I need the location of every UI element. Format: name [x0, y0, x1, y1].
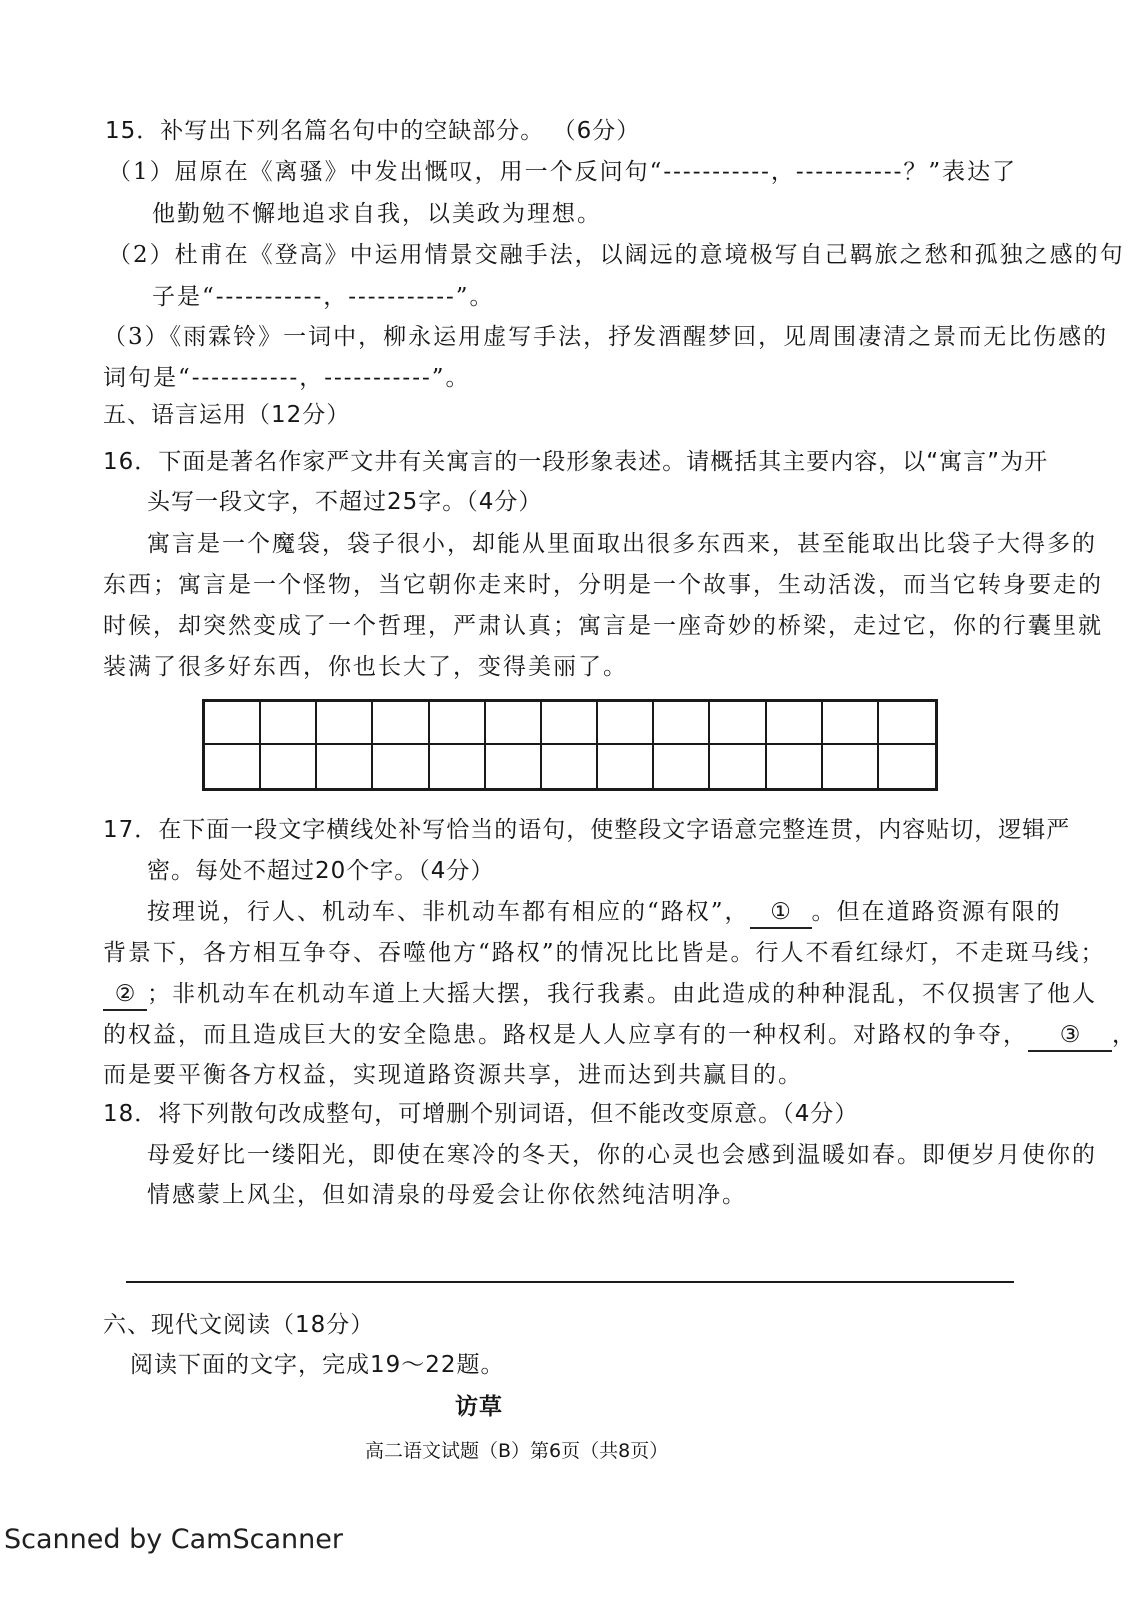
q15-stem-text: 15．补写出下列名篇名句中的空缺部分。 — [105, 118, 545, 144]
answer-cell[interactable] — [710, 745, 766, 788]
answer-cell[interactable] — [767, 745, 823, 788]
answer-cell[interactable] — [317, 745, 373, 788]
q17-p3-post: ；非机动车在机动车道上大摇大摆，我行我素。由此造成的种种混乱，不仅损害了他人 — [147, 981, 1097, 1007]
q15-stem — [105, 116, 640, 146]
q15-item3-line2: 词句是“-----------，-----------”。 — [103, 365, 471, 391]
answer-cell[interactable] — [430, 702, 486, 745]
q18-passage-line2: 情感蒙上风尘，但如清泉的母爱会让你依然纯洁明净。 — [147, 1182, 747, 1208]
answer-cell[interactable] — [598, 702, 654, 745]
q17-blank-2[interactable]: ② — [103, 979, 147, 1011]
passage-title: 访草 — [455, 1394, 503, 1420]
q16-stem-line2: 头写一段文字，不超过25字。（4分） — [147, 489, 543, 515]
q17-blank-1[interactable]: ① — [750, 897, 812, 929]
q15-score: （6分） — [552, 118, 641, 144]
answer-cell[interactable] — [542, 745, 598, 788]
q15-item3-line1: （3）《雨霖铃》一词中，柳永运用虚写手法，抒发酒醒梦回，见周围凄清之景而无比伤感的 — [103, 324, 1109, 350]
q15-item2-line1: （2）杜甫在《登高》中运用情景交融手法，以阔远的意境极写自己羁旅之愁和孤独之感的句 — [108, 242, 1125, 268]
section6-heading: 六、现代文阅读（18分） — [103, 1312, 375, 1338]
answer-cell[interactable] — [373, 745, 429, 788]
answer-line — [126, 1281, 1014, 1283]
q15-item2-line2: 子是“-----------，-----------”。 — [152, 284, 495, 310]
q16-passage-line2: 东西；寓言是一个怪物，当它朝你走来时，分明是一个故事，生动活泼，而当它转身要走的 — [103, 572, 1103, 598]
answer-cell[interactable] — [598, 745, 654, 788]
q17-passage-line1 — [147, 897, 1062, 929]
q16-answer-grid[interactable] — [202, 699, 938, 791]
q16-stem-line1: 16．下面是著名作家严文井有关寓言的一段形象表述。请概括其主要内容，以“寓言”为开 — [103, 449, 1049, 475]
q17-passage-line5: 而是要平衡各方权益，实现道路资源共享，进而达到共赢目的。 — [103, 1062, 803, 1088]
q17-p4-pre: 的权益，而且造成巨大的安全隐患。路权是人人应享有的一种权利。对路权的争夺， — [103, 1022, 1028, 1048]
answer-cell[interactable] — [205, 745, 261, 788]
answer-cell[interactable] — [486, 745, 542, 788]
q18-stem: 18．将下列散句改成整句，可增删个别词语，但不能改变原意。（4分） — [103, 1101, 859, 1127]
answer-cell[interactable] — [486, 702, 542, 745]
answer-cell[interactable] — [823, 702, 879, 745]
q16-passage-line4: 装满了很多好东西，你也长大了，变得美丽了。 — [103, 654, 628, 680]
page-footer: 高二语文试题（B）第6页（共8页） — [365, 1440, 669, 1462]
answer-cell[interactable] — [767, 702, 823, 745]
scanner-watermark: Scanned by CamScanner — [4, 1524, 343, 1555]
answer-cell[interactable] — [654, 745, 710, 788]
q17-p1-post: 。但在道路资源有限的 — [811, 899, 1062, 925]
answer-cell[interactable] — [261, 745, 317, 788]
answer-cell[interactable] — [261, 702, 317, 745]
answer-cell[interactable] — [430, 745, 486, 788]
answer-cell[interactable] — [823, 745, 879, 788]
q15-item1-line2: 他勤勉不懈地追求自我，以美政为理想。 — [152, 201, 602, 227]
q17-p1-pre: 按理说，行人、机动车、非机动车都有相应的“路权”， — [147, 899, 750, 925]
answer-cell[interactable] — [542, 702, 598, 745]
q17-p4-post: ， — [1112, 1022, 1137, 1048]
q16-passage-line1: 寓言是一个魔袋，袋子很小，却能从里面取出很多东西来，甚至能取出比袋子大得多的 — [147, 531, 1097, 557]
section5-heading: 五、语言运用（12分） — [103, 402, 351, 428]
q17-passage-line4 — [103, 1020, 1137, 1052]
answer-cell[interactable] — [317, 702, 373, 745]
reading-instruction: 阅读下面的文字，完成19～22题。 — [130, 1352, 505, 1378]
answer-cell[interactable] — [879, 745, 935, 788]
q16-passage-line3: 时候，却突然变成了一个哲理，严肃认真；寓言是一座奇妙的桥梁，走过它，你的行囊里就 — [103, 613, 1103, 639]
q17-passage-line3 — [103, 979, 1097, 1011]
q17-blank-3[interactable]: ③ — [1028, 1020, 1112, 1052]
q18-passage-line1: 母爱好比一缕阳光，即使在寒冷的冬天，你的心灵也会感到温暖如春。即便岁月使你的 — [147, 1142, 1097, 1168]
answer-cell[interactable] — [710, 702, 766, 745]
q15-item1-line1: （1）屈原在《离骚》中发出慨叹，用一个反问句“-----------，-----------？”表达了 — [108, 159, 1018, 185]
answer-cell[interactable] — [879, 702, 935, 745]
q17-stem-line1: 17．在下面一段文字横线处补写恰当的语句，使整段文字语意完整连贯，内容贴切，逻辑严 — [103, 817, 1071, 843]
q17-stem-line2: 密。每处不超过20个字。（4分） — [147, 858, 495, 884]
q17-passage-line2: 背景下，各方相互争夺、吞噬他方“路权”的情况比比皆是。行人不看红绿灯，不走斑马线； — [103, 940, 1106, 966]
answer-cell[interactable] — [373, 702, 429, 745]
answer-cell[interactable] — [205, 702, 261, 745]
answer-cell[interactable] — [654, 702, 710, 745]
